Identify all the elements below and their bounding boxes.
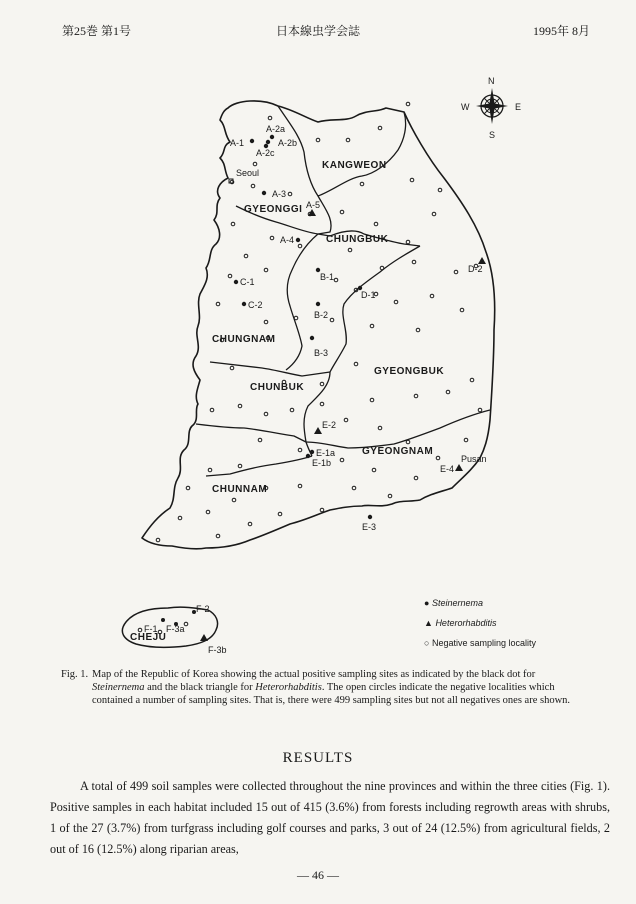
province-label: GYEONGBUK [374, 366, 445, 377]
province-label: CHUNNAM [212, 484, 268, 495]
province-label: CHUNGBUK [326, 234, 389, 245]
figure-caption [61, 668, 582, 707]
compass-n: N [488, 76, 495, 86]
site-label: F-3a [166, 624, 185, 634]
body-paragraph [50, 776, 610, 860]
caption-genus: Heterorhabditis [255, 682, 322, 693]
body-text: A total of 499 soil samples were collected throughout the nine provinces and within the three cities (Fig. 1). Positive samples in each habitat included 15 out of 415 (3.6%) from forests including regrowth areas with shrubs, 1 of the 27 (3.7%) from turfgrass including golf courses and parks, 3 out of 24 (12.5%) from agricultural fields, 2 out of 16 (12.5%) along riparian areas, [50, 779, 610, 856]
header-date: 1995年 8月 [532, 24, 590, 38]
legend-label: Steinernema [431, 598, 483, 608]
header-journal: 日本線虫学会誌 [275, 24, 360, 38]
triangle-icon: ▲ [424, 618, 433, 628]
dot-icon: ● [424, 598, 430, 608]
site-label: F-3b [208, 645, 227, 655]
site-label: B-2 [314, 310, 329, 320]
province-label: GYEONGNAM [362, 446, 434, 457]
site-label: A-2c [256, 148, 275, 158]
site-label: B-3 [314, 348, 329, 358]
compass-e: E [515, 102, 522, 112]
compass-rose-icon [476, 88, 508, 124]
korea-outline [142, 101, 495, 549]
caption-text: Map of the Republic of Korea showing the actual positive sampling sites as indicated by the black dot for [92, 669, 536, 680]
heterorhabditis-sites [200, 209, 486, 641]
site-label: F-2 [196, 604, 210, 614]
legend-steinernema [424, 598, 483, 608]
province-label: CHUNGNAM [212, 334, 276, 345]
legend-negative [424, 638, 536, 648]
site-label: D-1 [361, 290, 376, 300]
open-circle-icon: ○ [424, 638, 430, 648]
site-label: C-1 [240, 277, 255, 287]
site-label: E-1a [316, 448, 336, 458]
site-label: F-1 [144, 624, 158, 634]
page-number: — 46 — [297, 868, 339, 882]
site-label: E-2 [322, 420, 337, 430]
site-label: C-2 [248, 300, 263, 310]
legend-heterorhabditis [424, 618, 496, 628]
compass-s: S [489, 130, 496, 140]
city-pusan: Pusan [461, 454, 487, 464]
site-label: A-3 [272, 189, 287, 199]
site-label: E-4 [440, 464, 455, 474]
site-label: D-2 [468, 264, 483, 274]
caption-text: . The open circles indicate the negative localities which contained a number of sampling sites. That is, there were 499 sampling sites but not all negatives ones are shown. [92, 682, 571, 706]
site-label: A-5 [306, 200, 321, 210]
site-label: E-3 [362, 522, 377, 532]
caption-genus: Steinernema [92, 682, 145, 693]
province-label: CHEJU [130, 632, 167, 643]
legend-label: Negative sampling locality [431, 638, 537, 648]
site-label: A-2a [266, 124, 286, 134]
compass-w: W [461, 102, 470, 112]
caption-label: Fig. 1. [61, 669, 89, 680]
province-label: GYEONGGI [244, 204, 303, 215]
site-label: E-1b [312, 458, 332, 468]
city-seoul: Seoul [236, 168, 260, 178]
site-label: A-2b [278, 138, 298, 148]
section-heading: RESULTS [282, 750, 354, 766]
header-volume: 第25巻 第1号 [62, 24, 132, 38]
province-label: KANGWEON [322, 160, 387, 171]
site-label: A-1 [230, 138, 245, 148]
caption-text: and the black triangle for [144, 682, 256, 693]
legend-label: Heterorhabditis [435, 618, 497, 628]
site-label: B-1 [320, 272, 335, 282]
province-label: CHUNBUK [250, 382, 305, 393]
site-label: A-4 [280, 235, 295, 245]
